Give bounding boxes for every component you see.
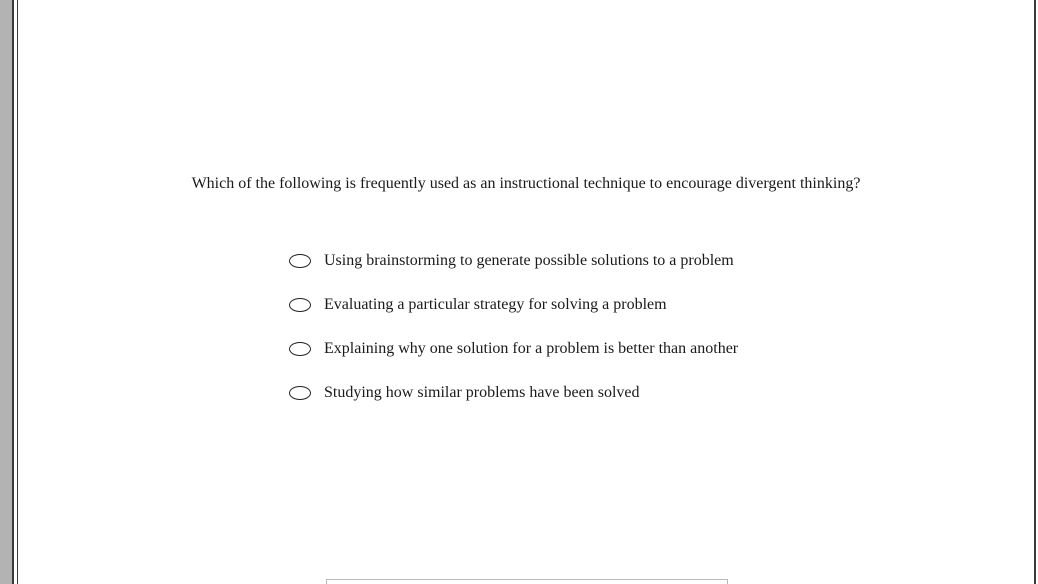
left-window-edge [0,0,12,584]
answer-option-3-label[interactable]: Explaining why one solution for a problem is better than another [324,340,739,357]
left-inner-border [17,0,18,584]
radio-button-2[interactable] [289,298,311,312]
bottom-panel-edge [326,579,728,584]
answer-option-4-label[interactable]: Studying how similar problems have been solved [324,384,640,401]
answer-option-4[interactable] [289,382,738,404]
question-text: Which of the following is frequently used as an instructional technique to encourage divergent thinking? [191,175,861,192]
radio-button-4[interactable] [289,386,311,400]
answer-option-2-label[interactable]: Evaluating a particular strategy for solving a problem [324,296,667,313]
right-border [1034,0,1036,584]
left-border [12,0,14,584]
answer-option-1[interactable] [289,250,738,272]
radio-button-3[interactable] [289,342,311,356]
answer-option-2[interactable] [289,294,738,316]
radio-button-1[interactable] [289,254,311,268]
answer-option-3[interactable] [289,338,738,360]
answer-options [289,250,738,426]
answer-option-1-label[interactable]: Using brainstorming to generate possible solutions to a problem [324,252,734,269]
